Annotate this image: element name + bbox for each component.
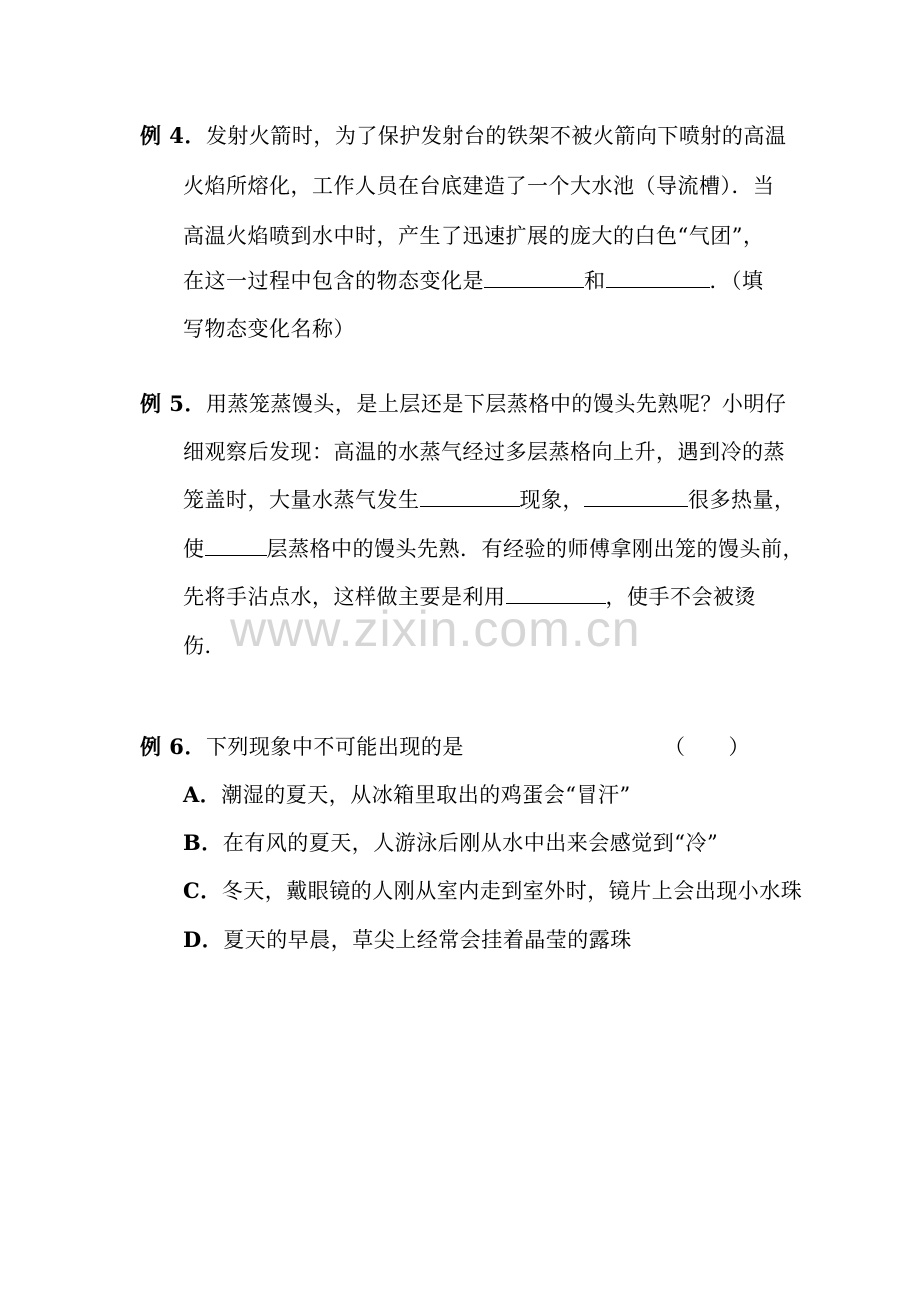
watermark: www.zixin.com.cn: [230, 601, 641, 657]
example-5-line-4: [183, 535, 804, 563]
example-4-label: 例 4: [140, 123, 185, 148]
example-5-text-3b: 现象，: [519, 488, 584, 512]
option-b-sep: ．: [201, 830, 223, 855]
example-5-line-6: 伤．: [183, 634, 226, 658]
answer-parentheses: （ ）: [664, 735, 750, 759]
answer-blank: [484, 267, 584, 288]
example-5-text-1: 用蒸笼蒸馒头，是上层还是下层蒸格中的馒头先熟呢？小明仔: [205, 392, 787, 416]
example-4-line-3: 高温火焰喷到水中时，产生了迅速扩展的庞大的白色“气团”，: [183, 224, 765, 248]
example-4-text-4b: 和: [584, 269, 606, 293]
example-5-line-5: [183, 583, 756, 611]
option-d-key: D: [183, 927, 202, 952]
example-4-line-5: 写物态变化名称）: [183, 317, 355, 341]
option-a-key: A: [183, 782, 200, 807]
example-4-text-4c: ．（填: [709, 269, 764, 293]
option-c: [183, 877, 802, 905]
option-d-text: 夏天的早晨，草尖上经常会挂着晶莹的露珠: [223, 928, 632, 952]
option-c-key: C: [183, 878, 201, 903]
example-5-line-1: [140, 390, 786, 418]
option-a-sep: ．: [199, 782, 222, 807]
example-4-text-4a: 在这一过程中包含的物态变化是: [183, 269, 484, 293]
example-6-label: 例 6: [140, 734, 185, 759]
option-a: [183, 781, 631, 809]
option-d: [183, 926, 632, 954]
option-c-sep: ．: [200, 878, 222, 903]
example-4-line-2: 火焰所熔化，工作人员在台底建造了一个大水池（导流槽）．当: [183, 174, 775, 198]
option-d-sep: ．: [201, 927, 224, 952]
example-6-question-text: 下列现象中不可能出现的是: [205, 735, 464, 759]
answer-blank: [606, 267, 710, 288]
option-c-text: 冬天，戴眼镜的人刚从室内走到室外时，镜片上会出现小水珠: [221, 879, 803, 903]
example-5-line-2: 细观察后发现：高温的水蒸气经过多层蒸格向上升，遇到冷的蒸: [183, 440, 785, 464]
example-5-text-4b: 层蒸格中的馒头先熟．有经验的师傅拿刚出笼的馒头前，: [266, 537, 804, 561]
answer-blank: [506, 583, 606, 604]
answer-blank: [420, 486, 520, 507]
example-4-line-4: [183, 267, 764, 295]
option-b-text: 在有风的夏天，人游泳后刚从水中出来会感觉到“冷”: [222, 831, 719, 855]
option-a-text: 潮湿的夏天，从冰箱里取出的鸡蛋会“冒汗”: [221, 783, 631, 807]
example-4-sep: ．: [184, 123, 206, 148]
answer-blank: [584, 486, 688, 507]
option-b-key: B: [183, 830, 202, 855]
example-5-text-4a: 使: [183, 537, 205, 561]
example-5-label: 例 5: [140, 391, 185, 416]
option-b: [183, 829, 718, 857]
example-4-text-1: 发射火箭时，为了保护发射台的铁架不被火箭向下喷射的高温: [205, 124, 787, 148]
example-6-question: [140, 733, 464, 761]
example-5-sep: ．: [184, 391, 206, 416]
answer-blank: [205, 535, 267, 556]
example-5-text-5b: ，使手不会被烫: [605, 585, 756, 609]
example-4-line-1: [140, 122, 786, 150]
example-5-text-5a: 先将手沾点水，这样做主要是利用: [183, 585, 506, 609]
example-5-text-3a: 笼盖时，大量水蒸气发生: [183, 488, 420, 512]
example-5-line-3: [183, 486, 796, 514]
example-6-sep: ．: [184, 734, 206, 759]
example-5-text-3c: 很多热量，: [688, 488, 796, 512]
